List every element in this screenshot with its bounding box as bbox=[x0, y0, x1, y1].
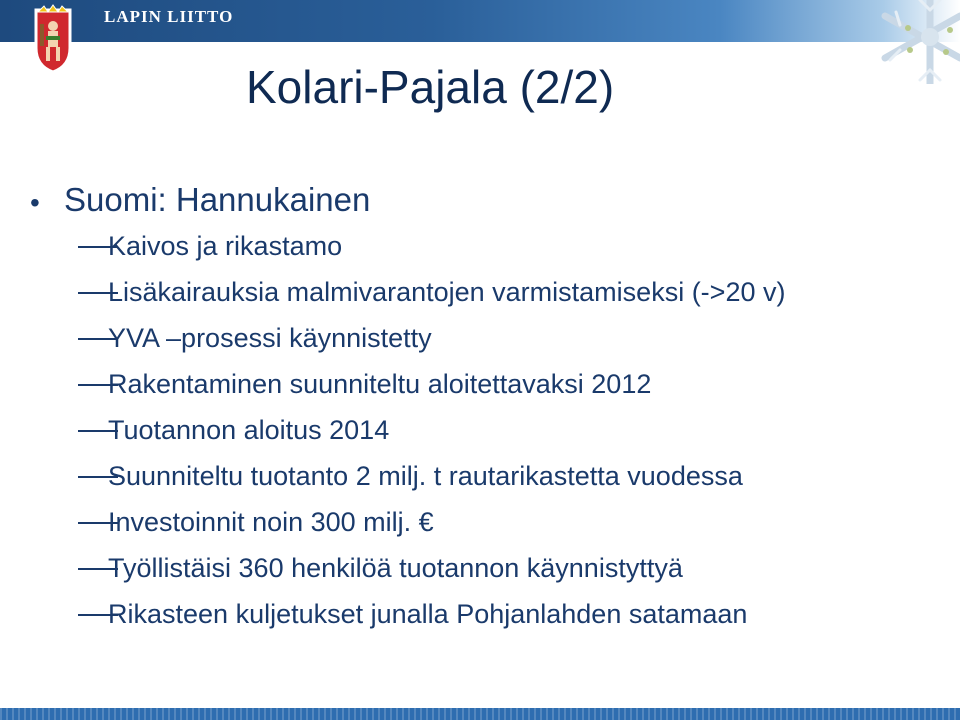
bullet-marker: • bbox=[30, 187, 40, 218]
sub-bullet-item bbox=[30, 507, 940, 553]
sub-bullet-item bbox=[30, 553, 940, 599]
sub-bullet-text: Kaivos ja rikastamo bbox=[108, 231, 343, 261]
snowflake-icon bbox=[860, 0, 960, 84]
sub-bullet-text: Rakentaminen suunniteltu aloitettavaksi 2012 bbox=[108, 369, 652, 399]
sub-bullet-text: Työllistäisi 360 henkilöä tuotannon käynnistyttyä bbox=[108, 553, 683, 583]
sub-bullet-item bbox=[30, 277, 940, 323]
sub-bullet-list bbox=[30, 231, 940, 645]
sub-bullet-text: Tuotannon aloitus 2014 bbox=[108, 415, 390, 445]
sub-bullet-item bbox=[30, 323, 940, 369]
sub-bullet-item bbox=[30, 461, 940, 507]
bullet-item bbox=[30, 181, 940, 227]
sub-bullet-text: Suunniteltu tuotanto 2 milj. t rautarikastetta vuodessa bbox=[108, 461, 743, 491]
sub-bullet-item bbox=[30, 415, 940, 461]
sub-bullet-text: YVA –prosessi käynnistetty bbox=[108, 323, 432, 353]
slide-title: Kolari-Pajala (2/2) bbox=[246, 61, 615, 113]
sub-bullet-text: Investoinnit noin 300 milj. € bbox=[108, 507, 434, 537]
footer-band bbox=[0, 708, 960, 720]
sub-bullet-text: Lisäkairauksia malmivarantojen varmistamiseksi (->20 v) bbox=[108, 277, 786, 307]
bullet-list bbox=[30, 181, 940, 645]
sub-bullet-item bbox=[30, 231, 940, 277]
sub-bullet-text: Rikasteen kuljetukset junalla Pohjanlahden satamaan bbox=[108, 599, 748, 629]
org-name: LAPIN LIITTO bbox=[104, 7, 234, 26]
lapland-coat-of-arms-icon bbox=[28, 4, 78, 76]
bullet-text: Suomi: Hannukainen bbox=[64, 181, 371, 218]
sub-bullet-item bbox=[30, 599, 940, 645]
sub-bullet-item bbox=[30, 369, 940, 415]
